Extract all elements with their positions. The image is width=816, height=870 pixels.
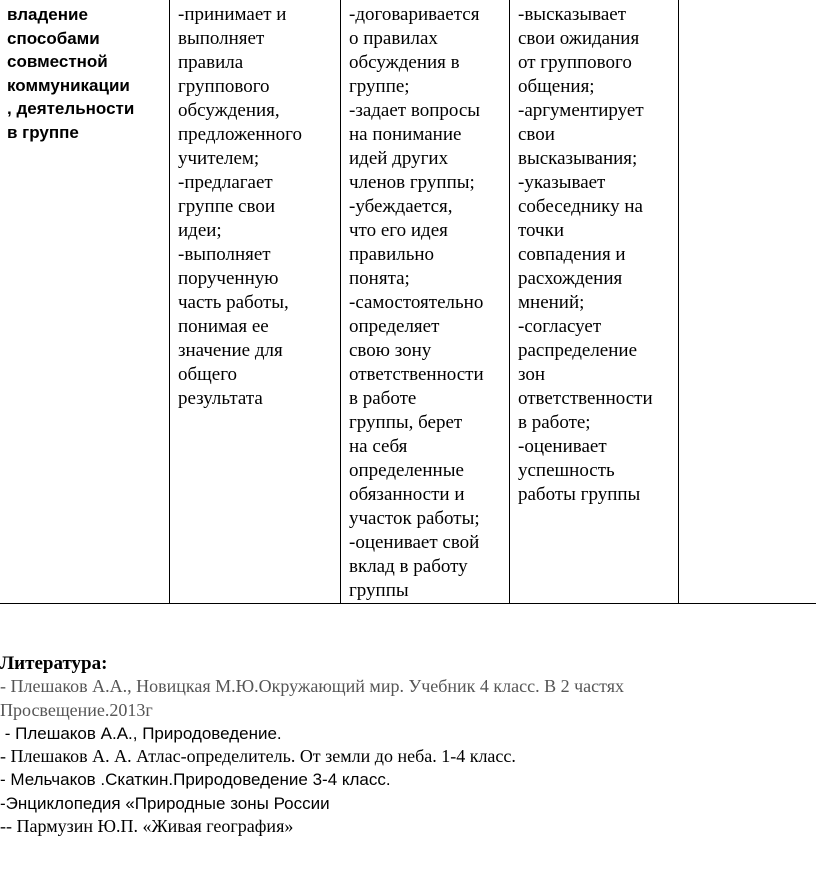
cell-text-line: распределение [518, 340, 638, 361]
cell-text-line: , деятельности [7, 99, 135, 118]
cell-text-line: расхождения [518, 268, 623, 289]
references-section [0, 652, 816, 838]
cell-text-line: свою зону [349, 340, 432, 361]
cell-text-line: обязанности и [349, 484, 465, 505]
cell-text-line: в группе [7, 122, 79, 142]
cell-text-line: на понимание [349, 124, 462, 145]
cell-text-line: владение [7, 5, 88, 24]
reference-item: - Мельчаков .Скаткин.Природоведение 3-4 класс. [0, 770, 391, 790]
cell-text-line: определяет [349, 316, 440, 337]
cell-text-line: правила [178, 52, 244, 73]
cell-text-line: группы [349, 580, 409, 601]
cell-text-line: о правилах [349, 28, 438, 49]
references-heading: Литература: [0, 653, 108, 674]
cell-text-line: свои [518, 124, 555, 145]
cell-text-line: -задает вопросы [349, 100, 481, 121]
cell-text-line: определенные [349, 460, 464, 481]
level-cell-2 [341, 0, 510, 604]
cell-text-line: выполняет [178, 28, 265, 49]
cell-text-line: -договаривается [349, 4, 480, 25]
cell-text-line: результата [178, 388, 263, 409]
cell-text-line: группового [178, 76, 270, 97]
cell-text-line: предложенного [178, 124, 302, 145]
cell-text-line: работы группы [518, 484, 641, 505]
cell-text-line: часть работы, [178, 292, 289, 313]
cell-text-line: группы, берет [349, 412, 463, 433]
cell-text-line: от группового [518, 52, 632, 73]
cell-text-line: собеседнику на [518, 196, 643, 217]
level-cell-3 [510, 0, 679, 604]
cell-text-line: коммуникации [7, 75, 130, 95]
cell-text-line: -самостоятельно [349, 292, 484, 313]
cell-text-line: мнений; [518, 292, 585, 313]
cell-text-line: -оценивает [518, 436, 607, 457]
cell-text-line: понимая ее [178, 316, 269, 337]
empty-cell [679, 0, 816, 604]
cell-text-line: -аргументирует [518, 100, 644, 121]
reference-item: - Плешаков А. А. Атлас-определитель. От земли до неба. 1-4 класс. [0, 746, 516, 767]
cell-text-line: совпадения и [518, 244, 626, 265]
cell-text-line: -высказывает [518, 4, 627, 25]
cell-text-line: совместной [7, 52, 108, 71]
cell-text-line: успешность [518, 460, 615, 481]
cell-text-line: способами [7, 28, 100, 48]
cell-text-line: ответственности [349, 364, 484, 385]
cell-text-line: -указывает [518, 172, 606, 193]
cell-text-line: точки [518, 220, 565, 241]
reference-item: - Плешаков А.А., Новицкая М.Ю.Окружающий мир. Учебник 4 класс. В 2 частях [0, 676, 625, 697]
cell-text-line: группе; [349, 76, 410, 97]
reference-item: -Энциклопедия «Природные зоны России [0, 793, 330, 813]
cell-text-line: в работе; [518, 412, 591, 433]
cell-text-line: идей других [349, 148, 449, 169]
cell-text-line: идеи; [178, 220, 222, 241]
reference-item: - Плешаков А.А., Природоведение. [0, 723, 282, 743]
cell-text-line: учителем; [178, 148, 260, 169]
cell-text-line: ответственности [518, 388, 653, 409]
cell-text-line: общего [178, 364, 238, 385]
cell-text-line: общения; [518, 76, 595, 97]
cell-text-line: группе свои [178, 196, 276, 217]
cell-text-line: -оценивает свой [349, 532, 480, 553]
cell-text-line: зон [518, 364, 546, 385]
cell-text-line: понята; [349, 268, 410, 289]
cell-text-line: свои ожидания [518, 28, 640, 49]
cell-text-line: обсуждения, [178, 100, 280, 121]
cell-text-line: обсуждения в [349, 52, 460, 73]
cell-text-line: порученную [178, 268, 279, 289]
cell-text-line: правильно [349, 244, 435, 265]
criterion-cell [0, 0, 170, 604]
cell-text-line: высказывания; [518, 148, 638, 169]
reference-item: -- Пармузин Ю.П. «Живая география» [0, 816, 294, 837]
cell-text-line: вклад в работу [349, 556, 468, 577]
cell-text-line: участок работы; [349, 508, 480, 529]
cell-text-line: -принимает и [178, 4, 287, 25]
cell-text-line: на себя [349, 436, 408, 457]
cell-text-line: -убеждается, [349, 196, 453, 217]
cell-text-line: что его идея [349, 220, 448, 241]
level-cell-1 [170, 0, 341, 604]
cell-text-line: членов группы; [349, 172, 475, 193]
reference-item-continued: Просвещение.2013г [0, 699, 153, 720]
cell-text-line: -выполняет [178, 244, 271, 265]
cell-text-line: в работе [349, 388, 417, 409]
cell-text-line: значение для [178, 340, 283, 361]
cell-text-line: -предлагает [178, 172, 273, 193]
cell-text-line: -согласует [518, 316, 602, 337]
